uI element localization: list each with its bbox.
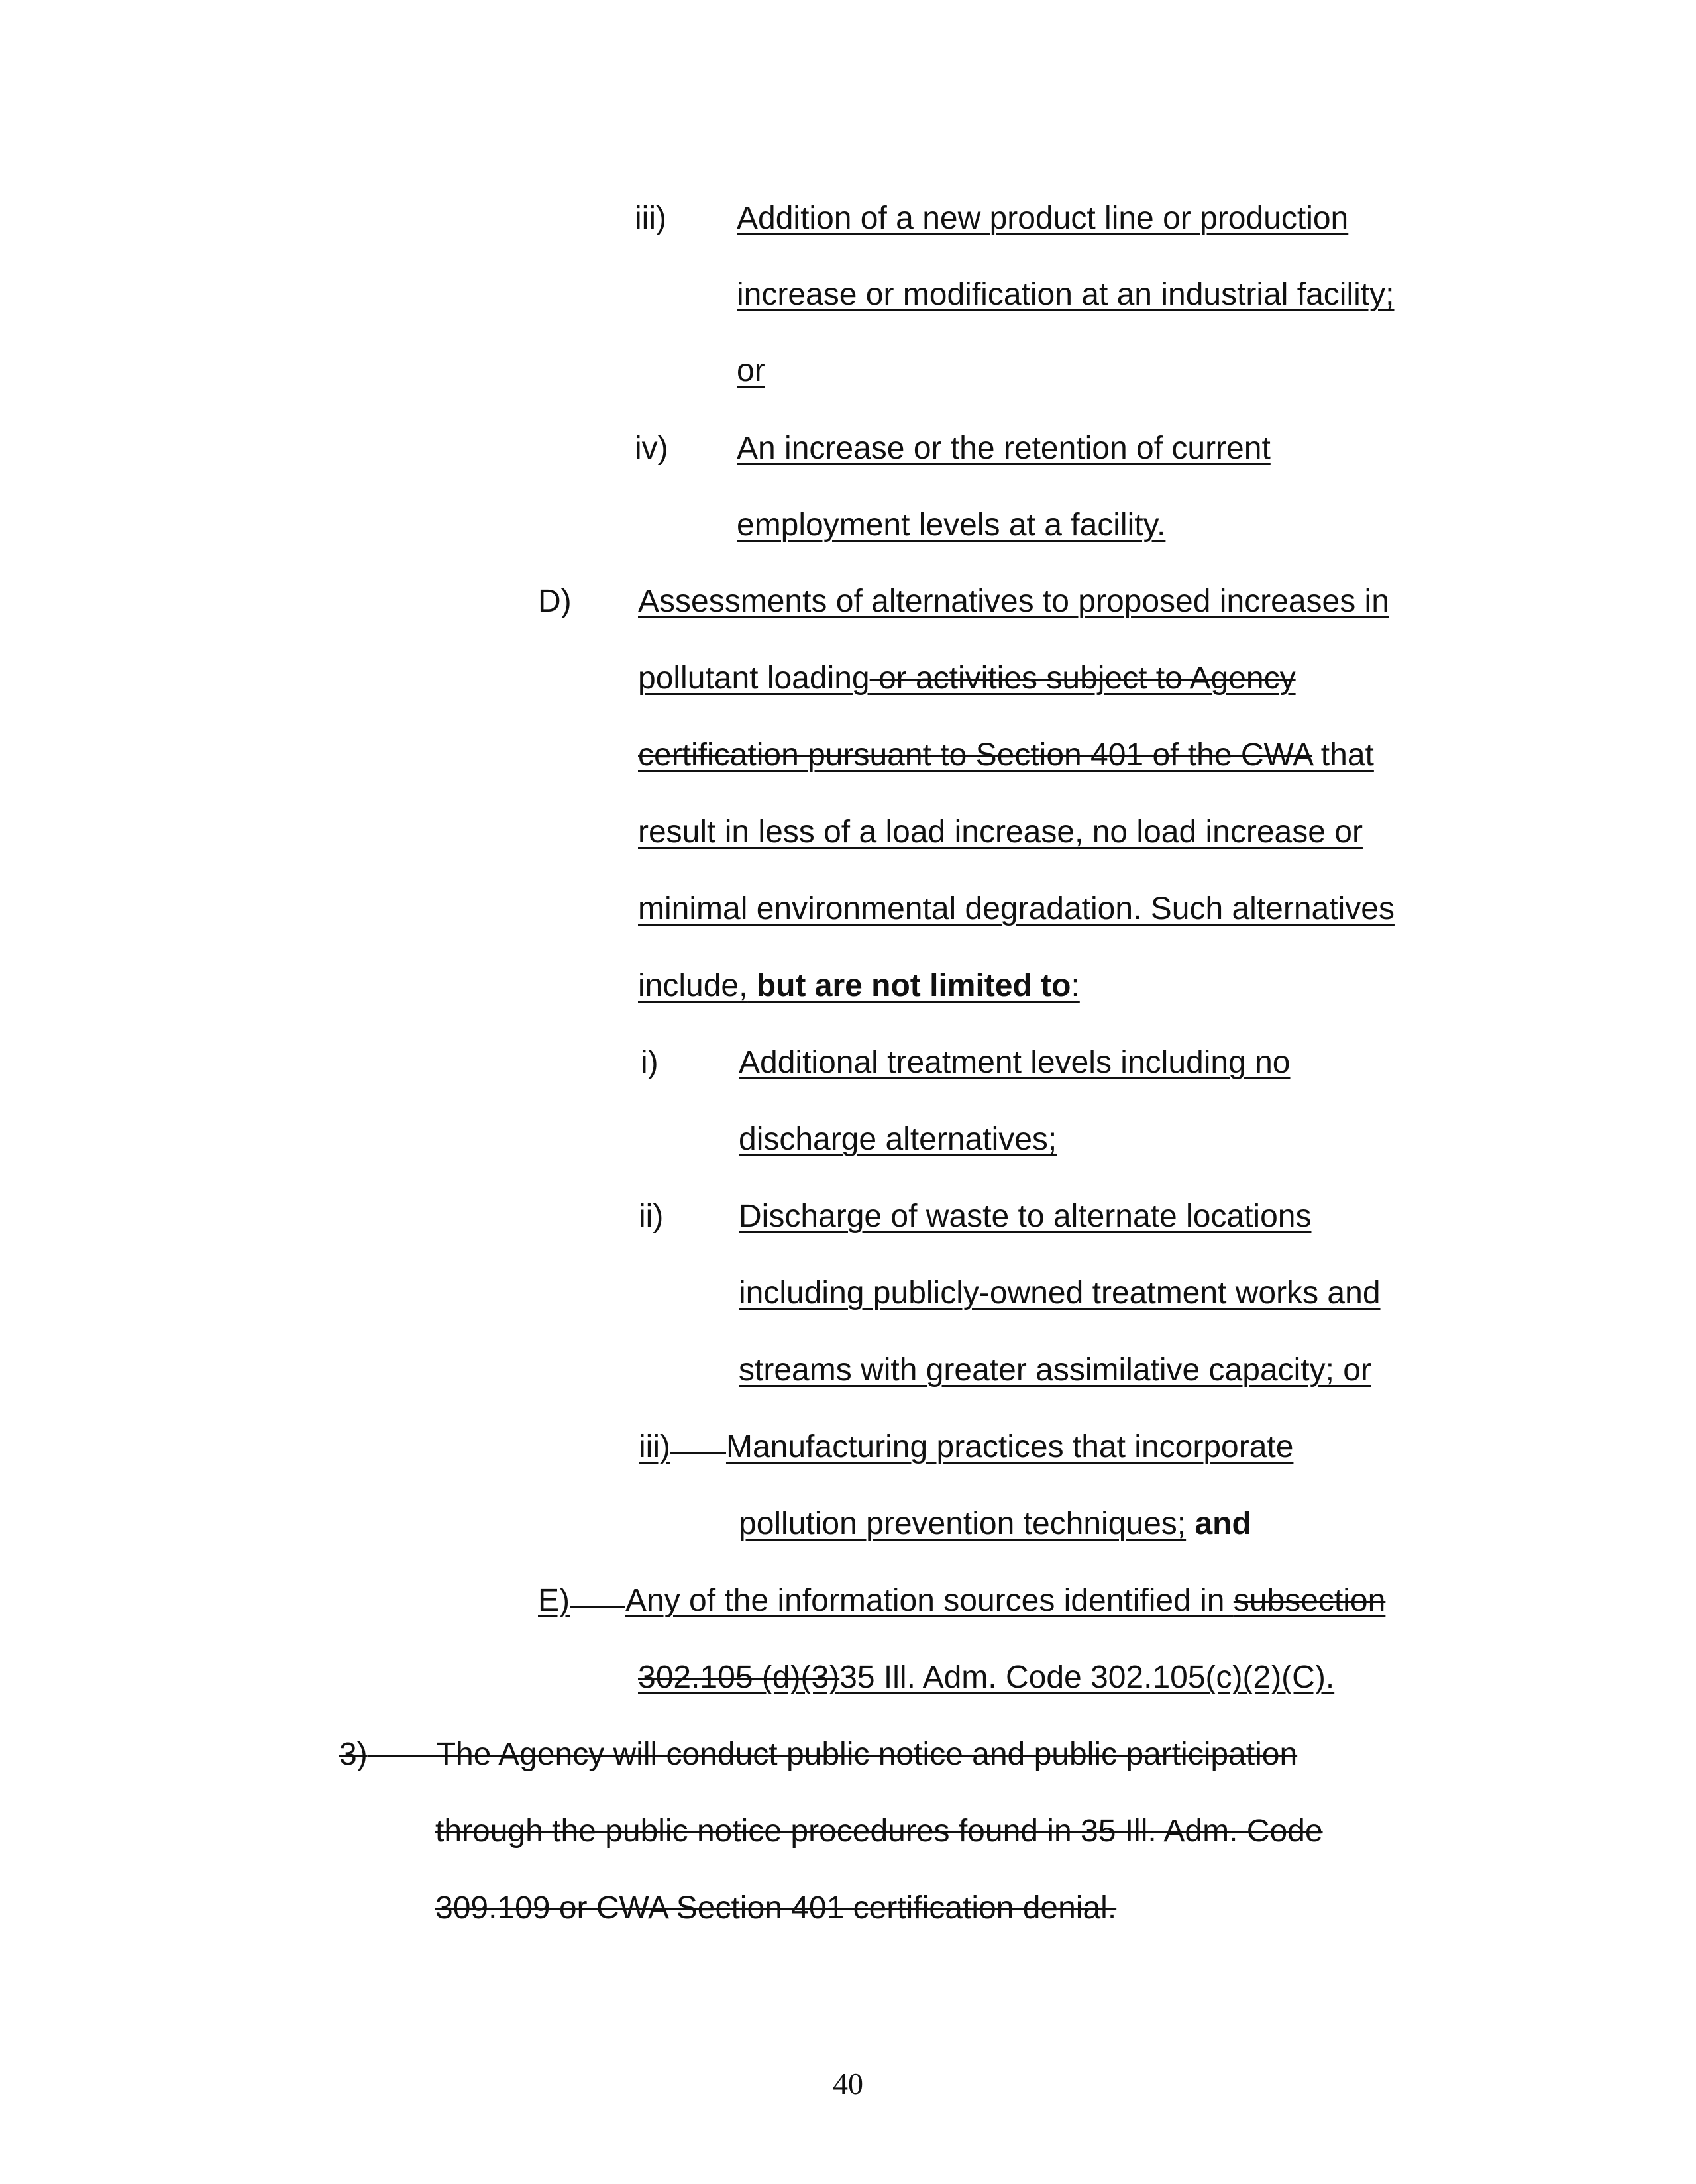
item-label-3: 3) (339, 1737, 368, 1772)
item-text-c-iii-line1: Addition of a new product line or production (737, 201, 1349, 236)
item-text-e-line2 (638, 1658, 1334, 1698)
underlined-text: include, (638, 968, 748, 1003)
underlined-text: pollution prevention techniques; (739, 1506, 1187, 1541)
item-text-c-iii-line3: or (737, 353, 765, 388)
tab-strike (368, 1755, 437, 1757)
item-label-d-iii: iii) (639, 1429, 670, 1464)
item-label-d: D) (538, 584, 572, 619)
item-text-d-i-line1: Additional treatment levels including no (739, 1045, 1291, 1080)
para-3-line1 (339, 1735, 1297, 1774)
item-text-d-ii-line1: Discharge of waste to alternate locations (739, 1199, 1312, 1234)
bold-text: and (1186, 1506, 1251, 1541)
page-number: 40 (833, 2067, 863, 2101)
underlined-text: : (1071, 968, 1080, 1003)
item-text-d-iii-line1 (639, 1427, 1293, 1467)
underlined-text: that (1312, 737, 1374, 773)
item-text-e-line1 (538, 1581, 1385, 1621)
para-3-line3: 309.109 or CWA Section 401 certification denial. (435, 1890, 1117, 1926)
item-text-d-line3 (638, 736, 1374, 775)
item-text-d-line4: result in less of a load increase, no load increase or (638, 814, 1363, 849)
item-text-d-iii-line2 (739, 1504, 1251, 1544)
struck-text: subsection (1233, 1583, 1386, 1618)
struck-text: 302.105 (d)(3) (638, 1660, 840, 1695)
struck-text: The Agency will conduct public notice and public participation (436, 1737, 1298, 1772)
underlined-text: pollutant loading (638, 661, 870, 696)
tab-underline (570, 1606, 625, 1608)
item-text-d-ii-line2: including publicly-owned treatment works and (739, 1276, 1381, 1311)
underlined-text: 35 Ill. Adm. Code 302.105(c)(2)(C). (839, 1660, 1335, 1695)
tab-underline (670, 1452, 726, 1454)
struck-text: or activities subject to Agency (869, 661, 1296, 696)
para-3-line2: through the public notice procedures found in 35 Ill. Adm. Code (435, 1814, 1323, 1849)
item-label-c-iii: iii) (635, 201, 666, 236)
item-text-c-iii-line2: increase or modification at an industrial facility; (737, 277, 1395, 312)
item-label-d-ii: ii) (639, 1199, 664, 1234)
item-text-d-line1: Assessments of alternatives to proposed increases in (638, 584, 1389, 619)
item-label-c-iv: iv) (635, 431, 668, 466)
underlined-text: Any of the information sources identified in (625, 1583, 1234, 1618)
underlined-text: Manufacturing practices that incorporate (725, 1429, 1294, 1464)
item-text-c-iv-line2: employment levels at a facility. (737, 508, 1166, 543)
item-text-d-line2 (638, 659, 1296, 698)
item-text-d-line6 (638, 966, 1080, 1006)
item-text-c-iv-line1: An increase or the retention of current (737, 431, 1271, 466)
bold-text: but are not limited to (747, 968, 1071, 1003)
item-label-e: E) (538, 1583, 570, 1618)
item-text-d-line5: minimal environmental degradation. Such alternatives (638, 891, 1395, 926)
item-text-d-ii-line3: streams with greater assimilative capacity; or (739, 1352, 1371, 1388)
struck-text: certification pursuant to Section 401 of the CWA (638, 737, 1312, 773)
item-text-d-i-line2: discharge alternatives; (739, 1122, 1057, 1157)
item-label-d-i: i) (641, 1045, 659, 1080)
